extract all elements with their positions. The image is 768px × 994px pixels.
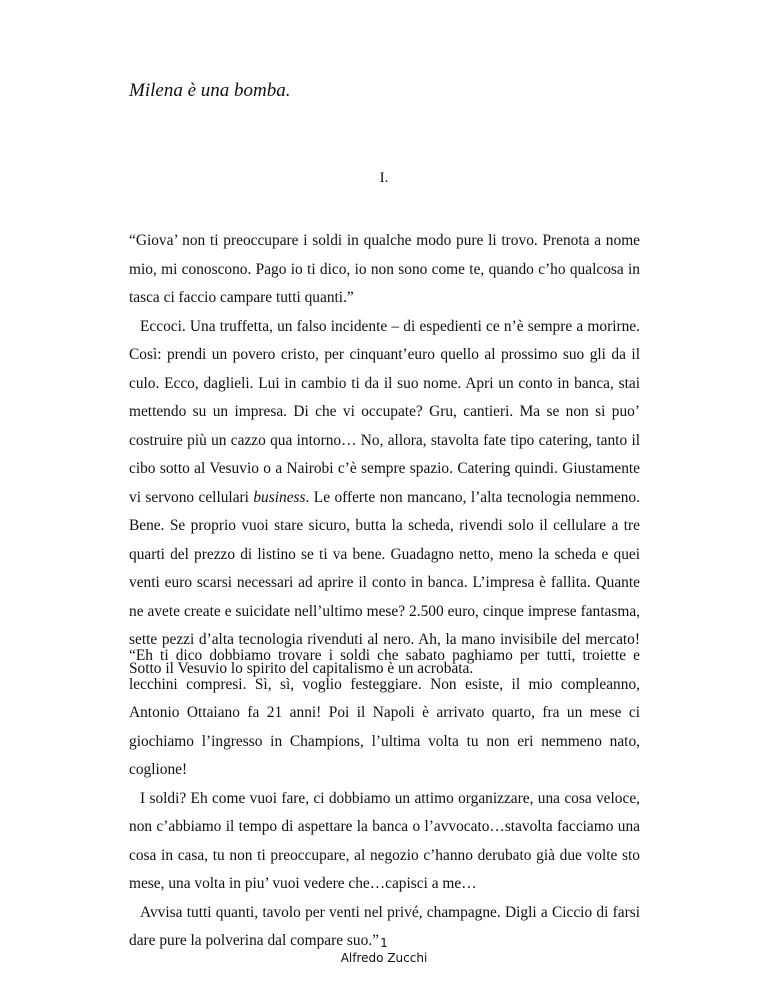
paragraph-text: “Eh ti dico dobbiamo trovare i soldi che sabato paghiamo per tutti, troiette e lecchini compresi. Sì, sì, voglio festeggiare. Non esiste, il mio compleanno, Antonio Ottaiano fa 21 anni! Poi il Napoli è arrivato quarto, fra un mese ci giochiamo l’ingresso in Champions, l’ultima volta tu non eri nemmeno nato, coglione! (129, 647, 640, 778)
paragraph-text: “Giova’ non ti preoccupare i soldi in qualche modo pure li trovo. Prenota a nome mio, mi conoscono. Pago io ti dico, io non sono come te, quando c’ho qualcosa in tasca ci faccio campare tutti quanti.” (129, 232, 640, 306)
text-block-2 (129, 642, 640, 956)
italic-word: business (253, 488, 306, 506)
page-footer (0, 936, 768, 966)
paragraph (129, 227, 640, 313)
page-number: 1 (380, 936, 388, 950)
paragraph-text: Eccoci. Una truffetta, un falso incidente – di espedienti ce n’è sempre a morirne. Così: prendi un povero cristo, per cinquant’euro quello al prossimo suo gli da il culo. Ecco, daglieli. Lui in cambio ti da il suo nome. Apri un conto in banca, stai mettendo su un impresa. Di che vi occupate? Gru, cantieri. Ma se non si puo’ costruire più un cazzo qua intorno… No, allora, stavolta fate tipo catering, tanto il cibo sotto al Vesuvio o a Nairobi c’è sempre spazio. Catering quindi. Giustamente vi servono cellulari (129, 317, 640, 506)
footer-author: Alfredo Zucchi (340, 951, 428, 965)
paragraph (129, 313, 640, 684)
paragraph-text: . Le offerte non mancano, l’alta tecnologia nemmeno. Bene. Se proprio vuoi stare sicuro, butta la scheda, rivendi solo il cellulare a tre quarti del prezzo di listino se ti va bene. Guadagno netto, meno la scheda e quei venti euro scarsi necessari ad aprire il conto in banca. L’impresa è fallita. Quante ne avete create e suicidate nell’ultimo mese? 2.500 euro, cinque imprese fantasma, sette pezzi d’alta tecnologia rivenduti al nero. Ah, la mano invisibile del mercato! Sotto il Vesuvio lo spirito del capitalismo è un acrobata. (129, 488, 640, 677)
paragraph-text: I soldi? Eh come vuoi fare, ci dobbiamo un attimo organizzare, una cosa veloce, non c’abbiamo il tempo di aspettare la banca o l’avvocato…stavolta facciamo una cosa in casa, tu non ti preoccupare, al negozio c’hanno derubato già due volte sto mese, una volta in piu’ vuoi vedere che…capisci a me… (129, 789, 640, 892)
section-number: I. (379, 170, 389, 186)
paragraph (129, 785, 640, 899)
paragraph-text: Avvisa tutti quanti, tavolo per venti nel privé, champagne. Digli a Ciccio di farsi dare pure la polverina dal compare suo.” (129, 903, 640, 949)
text-block-1 (129, 227, 640, 683)
document-title: Milena è una bomba. (129, 80, 291, 101)
paragraph (129, 642, 640, 785)
